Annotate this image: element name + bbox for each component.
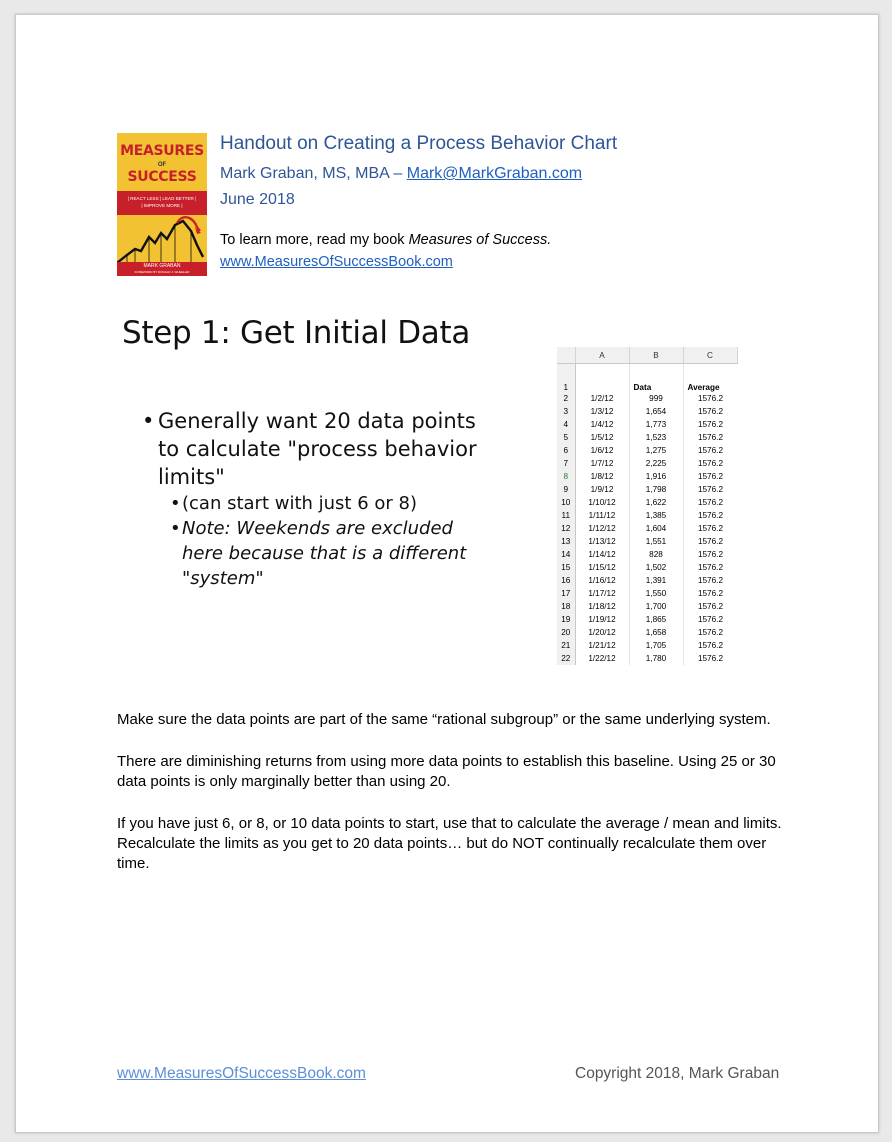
row-number: 10 [557, 496, 575, 509]
data-cell: 1,502 [629, 561, 683, 574]
author-email-link[interactable]: Mark@MarkGraban.com [406, 165, 583, 182]
slide-title: Step 1: Get Initial Data [122, 315, 471, 351]
book-website-link-text[interactable]: www.MeasuresOfSuccessBook.com [220, 254, 453, 270]
book-website-link[interactable] [220, 254, 453, 270]
column-header-c: C [683, 347, 737, 364]
column-header-b: B [629, 347, 683, 364]
cover-author-name: MARK GRABAN [143, 263, 181, 269]
data-cell: 1,523 [629, 431, 683, 444]
table-row [557, 639, 737, 652]
average-cell: 1576.2 [697, 524, 723, 533]
date-cell: 1/8/12 [575, 470, 629, 483]
average-cell: 1576.2 [697, 485, 723, 494]
cover-tagline-line1: | REACT LESS | LEAD BETTER | [127, 196, 197, 201]
table-row [557, 574, 737, 587]
average-cell: 1576.2 [697, 459, 723, 468]
date-cell: 1/22/12 [575, 652, 629, 665]
row-number: 15 [557, 561, 575, 574]
author-line [220, 165, 582, 183]
column-header-a: A [575, 347, 629, 364]
date-cell: 1/15/12 [575, 561, 629, 574]
table-row [557, 496, 737, 509]
average-cell: 1576.2 [697, 563, 723, 572]
data-cell: 1,275 [629, 444, 683, 457]
data-cell: 1,622 [629, 496, 683, 509]
average-cell: 1576.2 [697, 407, 723, 416]
table-row [557, 535, 737, 548]
average-cell: 1576.2 [697, 654, 723, 663]
data-cell: 1,604 [629, 522, 683, 535]
row-number: 7 [557, 457, 575, 470]
table-row [557, 600, 737, 613]
spreadsheet [557, 347, 737, 681]
date-cell: 1/20/12 [575, 626, 629, 639]
average-cell: 1576.2 [697, 472, 723, 481]
row-number: 18 [557, 600, 575, 613]
data-cell: 1,654 [629, 405, 683, 418]
row-number: 12 [557, 522, 575, 535]
date-cell: 1/4/12 [575, 418, 629, 431]
average-cell: 1576.2 [697, 602, 723, 611]
column-header-row [557, 347, 737, 364]
table-row [557, 626, 737, 639]
row-number: 11 [557, 509, 575, 522]
cover-tagline [117, 191, 207, 215]
row-number: 5 [557, 431, 575, 444]
cell-a1 [575, 364, 629, 393]
data-cell: 1,658 [629, 626, 683, 639]
date-cell: 1/12/12 [575, 522, 629, 535]
data-cell: 1,916 [629, 470, 683, 483]
table-row [557, 509, 737, 522]
table-row [557, 483, 737, 496]
average-cell: 1576.2 [697, 433, 723, 442]
paragraph-1: Make sure the data points are part of the same “rational subgroup” or the same underlying system. [117, 711, 771, 728]
row-number: 21 [557, 639, 575, 652]
table-row [557, 418, 737, 431]
book-cover-image [117, 133, 207, 276]
table-row [557, 652, 737, 665]
data-cell: 828 [629, 548, 683, 561]
table-row [557, 561, 737, 574]
data-cell: 1,865 [629, 613, 683, 626]
data-cell: 1,798 [629, 483, 683, 496]
average-cell: 1576.2 [697, 615, 723, 624]
data-cell: 1,551 [629, 535, 683, 548]
handout-date: June 2018 [220, 191, 295, 208]
average-cell: 1576.2 [697, 589, 723, 598]
row-number: 3 [557, 405, 575, 418]
table-row [557, 587, 737, 600]
date-cell: 1/11/12 [575, 509, 629, 522]
table-row [557, 444, 737, 457]
average-cell: 1576.2 [697, 446, 723, 455]
average-cell: 1576.2 [697, 420, 723, 429]
paragraph-3: If you have just 6, or 8, or 10 data points to start, use that to calculate the average / mean and limits. Recalculate the limits as you get to 20 data points… but do NOT continually recalculate them over time. [117, 815, 782, 872]
row-number: 22 [557, 652, 575, 665]
slide-bullets [142, 407, 487, 591]
table-row [557, 405, 737, 418]
row-number: 16 [557, 574, 575, 587]
date-cell: 1/9/12 [575, 483, 629, 496]
cover-tagline-line2: | IMPROVE MORE | [141, 203, 183, 208]
date-cell: 1/18/12 [575, 600, 629, 613]
cover-foreword: FOREWORD BY DONALD J. WHEELER [134, 270, 190, 274]
row-number: 6 [557, 444, 575, 457]
spreadsheet-table [557, 347, 738, 665]
corner-cell [557, 347, 575, 364]
table-row [557, 431, 737, 444]
bullet-main: • Generally want 20 data points to calculate "process behavior limits" [142, 407, 487, 491]
cell-c1: Average [687, 383, 720, 392]
table-row [557, 613, 737, 626]
handout-title: Handout on Creating a Process Behavior Chart [220, 133, 618, 154]
table-row [557, 548, 737, 561]
row-number: 19 [557, 613, 575, 626]
date-cell: 1/10/12 [575, 496, 629, 509]
data-cell: 999 [629, 392, 683, 405]
date-cell: 1/17/12 [575, 587, 629, 600]
paragraph-2: There are diminishing returns from using more data points to establish this baseline. Using 25 or 30 data points is only marginally better than using 20. [117, 753, 776, 790]
average-cell: 1576.2 [697, 641, 723, 650]
footer-website-link[interactable]: www.MeasuresOfSuccessBook.com [117, 1065, 366, 1082]
row-number: 2 [557, 392, 575, 405]
row-number: 20 [557, 626, 575, 639]
date-cell: 1/19/12 [575, 613, 629, 626]
date-cell: 1/2/12 [575, 392, 629, 405]
data-cell: 1,385 [629, 509, 683, 522]
data-cell: 1,391 [629, 574, 683, 587]
date-cell: 1/14/12 [575, 548, 629, 561]
average-cell: 1576.2 [697, 550, 723, 559]
row-number: 13 [557, 535, 575, 548]
book-title: Measures of Success. [408, 232, 552, 248]
row-number: 4 [557, 418, 575, 431]
cover-title-line1: MEASURES [120, 143, 204, 159]
date-cell: 1/5/12 [575, 431, 629, 444]
row-number: 9 [557, 483, 575, 496]
average-cell: 1576.2 [697, 576, 723, 585]
average-cell: 1576.2 [697, 628, 723, 637]
data-cell: 1,705 [629, 639, 683, 652]
row-number: 17 [557, 587, 575, 600]
table-row [557, 457, 737, 470]
data-cell: 1,700 [629, 600, 683, 613]
learn-more-text [220, 232, 551, 248]
row-number: 1 [557, 364, 575, 393]
cover-author [117, 262, 207, 276]
sub-bullet-1: • (can start with just 6 or 8) [142, 491, 487, 516]
table-row [557, 392, 737, 405]
row-number: 14 [557, 548, 575, 561]
cover-rollercoaster-icon [117, 215, 207, 267]
date-cell: 1/3/12 [575, 405, 629, 418]
date-cell: 1/21/12 [575, 639, 629, 652]
row-number: 8 [557, 470, 575, 483]
data-cell: 2,225 [629, 457, 683, 470]
average-cell: 1576.2 [697, 498, 723, 507]
average-cell: 1576.2 [697, 394, 723, 403]
date-cell: 1/7/12 [575, 457, 629, 470]
cover-title-of: OF [157, 162, 167, 168]
data-cell: 1,780 [629, 652, 683, 665]
data-cell: 1,550 [629, 587, 683, 600]
date-cell: 1/16/12 [575, 574, 629, 587]
body-text [117, 710, 787, 896]
data-cell: 1,773 [629, 418, 683, 431]
learn-more-prefix: To learn more, read my book [220, 232, 409, 248]
document-page [15, 14, 879, 1133]
average-cell: 1576.2 [697, 511, 723, 520]
table-row [557, 522, 737, 535]
date-cell: 1/13/12 [575, 535, 629, 548]
cover-title-line2: SUCCESS [127, 169, 197, 185]
average-cell: 1576.2 [697, 537, 723, 546]
header-row [557, 364, 737, 393]
sub-bullet-2: • Note: Weekends are excluded here because that is a different "system" [142, 516, 487, 591]
cell-b1: Data [629, 364, 683, 393]
copyright-text: Copyright 2018, Mark Graban [575, 1065, 780, 1082]
author-name: Mark Graban, MS, MBA – [220, 165, 407, 182]
date-cell: 1/6/12 [575, 444, 629, 457]
table-row [557, 470, 737, 483]
